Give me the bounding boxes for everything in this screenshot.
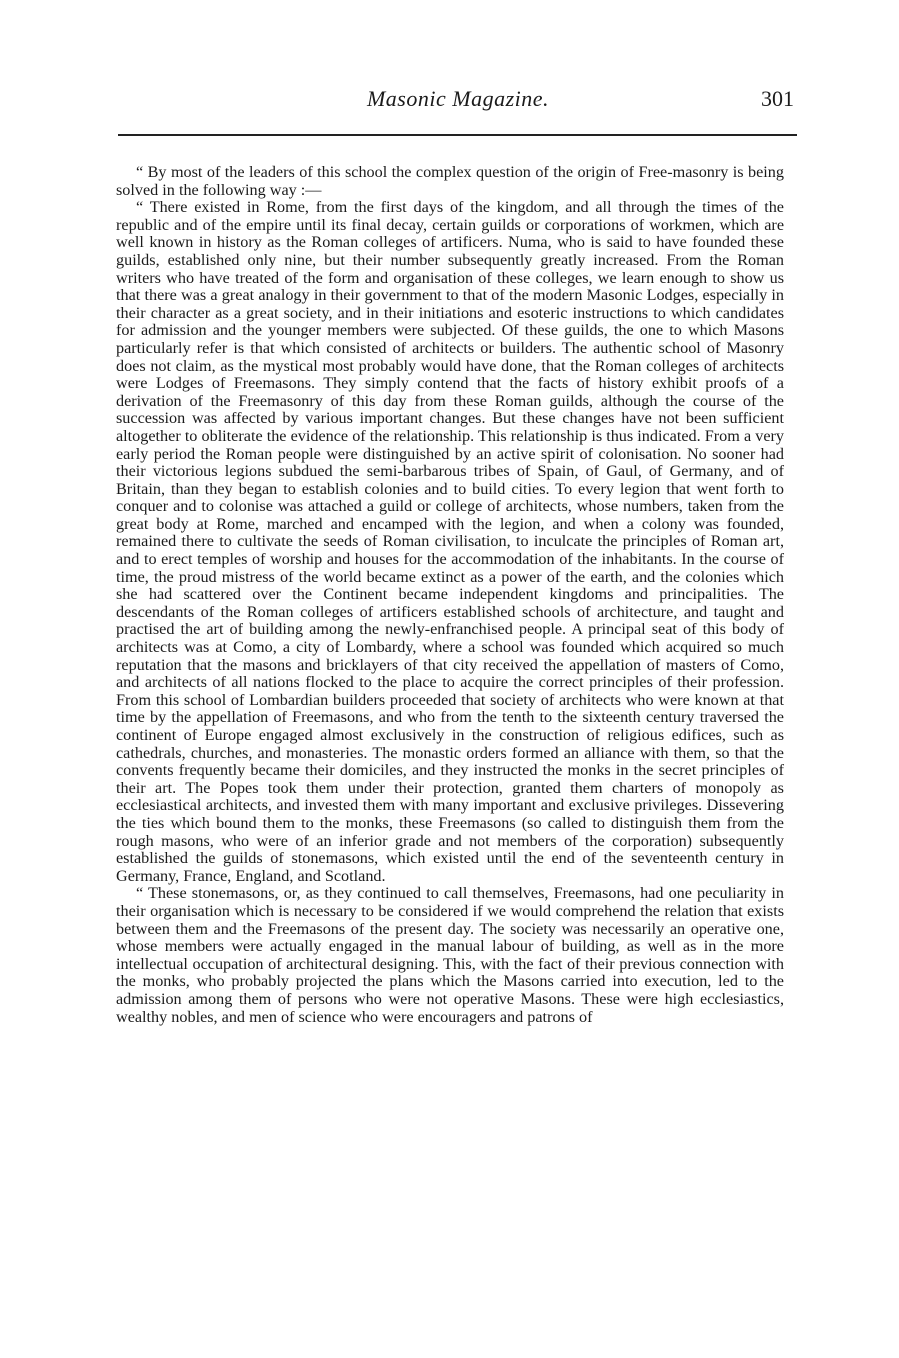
page-header [118,78,798,118]
page-number: 301 [761,86,794,111]
running-title: Masonic Magazine. [366,86,550,111]
header-rule [118,134,797,136]
paragraph: “ By most of the leaders of this school the complex question of the origin of Free-masonry is being solved in the following way :— [116,163,784,199]
paragraph: “ These stonemasons, or, as they continued to call themselves, Freemasons, had one peculiarity in their organisation which is necessary to be considered if we would comprehend the relation that exists between them and the Freemasons of the present day. The society was necessarily an operative one, whose members were actually engaged in the manual labour of building, as well as in the more intellectual occupation of architectural designing. This, with the fact of their previous connection with the monks, who probably projected the plans which the Masons carried into execution, led to the admission among them of persons who were not operative Masons. These were high ecclesiastics, wealthy nobles, and men of science who were encouragers and patrons of [116,884,784,1026]
article-body [116,164,784,1026]
paragraph: “ There existed in Rome, from the first days of the kingdom, and all through the times of the republic and of the empire until its final decay, certain guilds or corporations of workmen, which are well known in history as the Roman colleges of artificers. Numa, who is said to have founded these guilds, established only nine, but their number subsequently greatly increased. From the Roman writers who have treated of the form and organisation of these colleges, we learn enough to show us that there was a great analogy in their government to that of the modern Masonic Lodges, especially in their character as a great society, and in their initiations and esoteric instructions to which candidates for admission and the younger members were subjected. Of these guilds, the one to which Masons particularly refer is that which consisted of architects or builders. The authentic school of Masonry does not claim, as the mystical most probably would have done, that the Roman colleges of architects were Lodges of Freemasons. They simply contend that the facts of history exhibit proofs of a derivation of the Freemasonry of this day from these Roman guilds, although the course of the succession was affected by various important changes. But these changes have not been sufficient altogether to obliterate the evidence of the relationship. This relationship is thus indicated. From a very early period the Roman people were distinguished by an active spirit of colonisation. No sooner had their victorious legions subdued the semi-barbarous tribes of Spain, of Gaul, of Germany, and of Britain, than they began to establish colonies and to build cities. To every legion that went forth to conquer and to colonise was attached a guild or college of architects, whose numbers, taken from the great body at Rome, marched and encamped with the legion, and when a colony was founded, remained there to cultivate the seeds of Roman civilisation, to inculcate the principles of Roman art, and to erect temples of worship and houses for the accommodation of the inhabitants. In the course of time, the proud mistress of the world became extinct as a power of the earth, and the colonies which she had scattered over the Continent became independent kingdoms and principalities. The descendants of the Roman colleges of artificers established schools of architecture, and taught and practised the art of building among the newly-enfranchised people. A principal seat of this body of architects was at Como, a city of Lombardy, where a school was founded which acquired so much reputation that the masons and bricklayers of that city received the appellation of masters of Como, and architects of all nations flocked to the place to acquire the correct principles of their profession. From this school of Lombardian builders proceeded that society of architects who were known at that time by the appellation of Freemasons, and who from the tenth to the sixteenth century traversed the continent of Europe engaged almost exclusively in the construction of religious edifices, such as cathedrals, churches, and monasteries. The monastic orders formed an alliance with them, so that the convents frequently became their domiciles, and they instructed the monks in the secret principles of their art. The Popes took them under their protection, granted them charters of monopoly as ecclesiastical architects, and invested them with many important and exclusive privileges. Dissevering the ties which bound them to the monks, these Freemasons (so called to distinguish them from the rough masons, who were of an inferior grade and not members of the corporation) subsequently established the guilds of stonemasons, which existed until the end of the seventeenth century in Germany, France, England, and Scotland. [116,198,784,885]
